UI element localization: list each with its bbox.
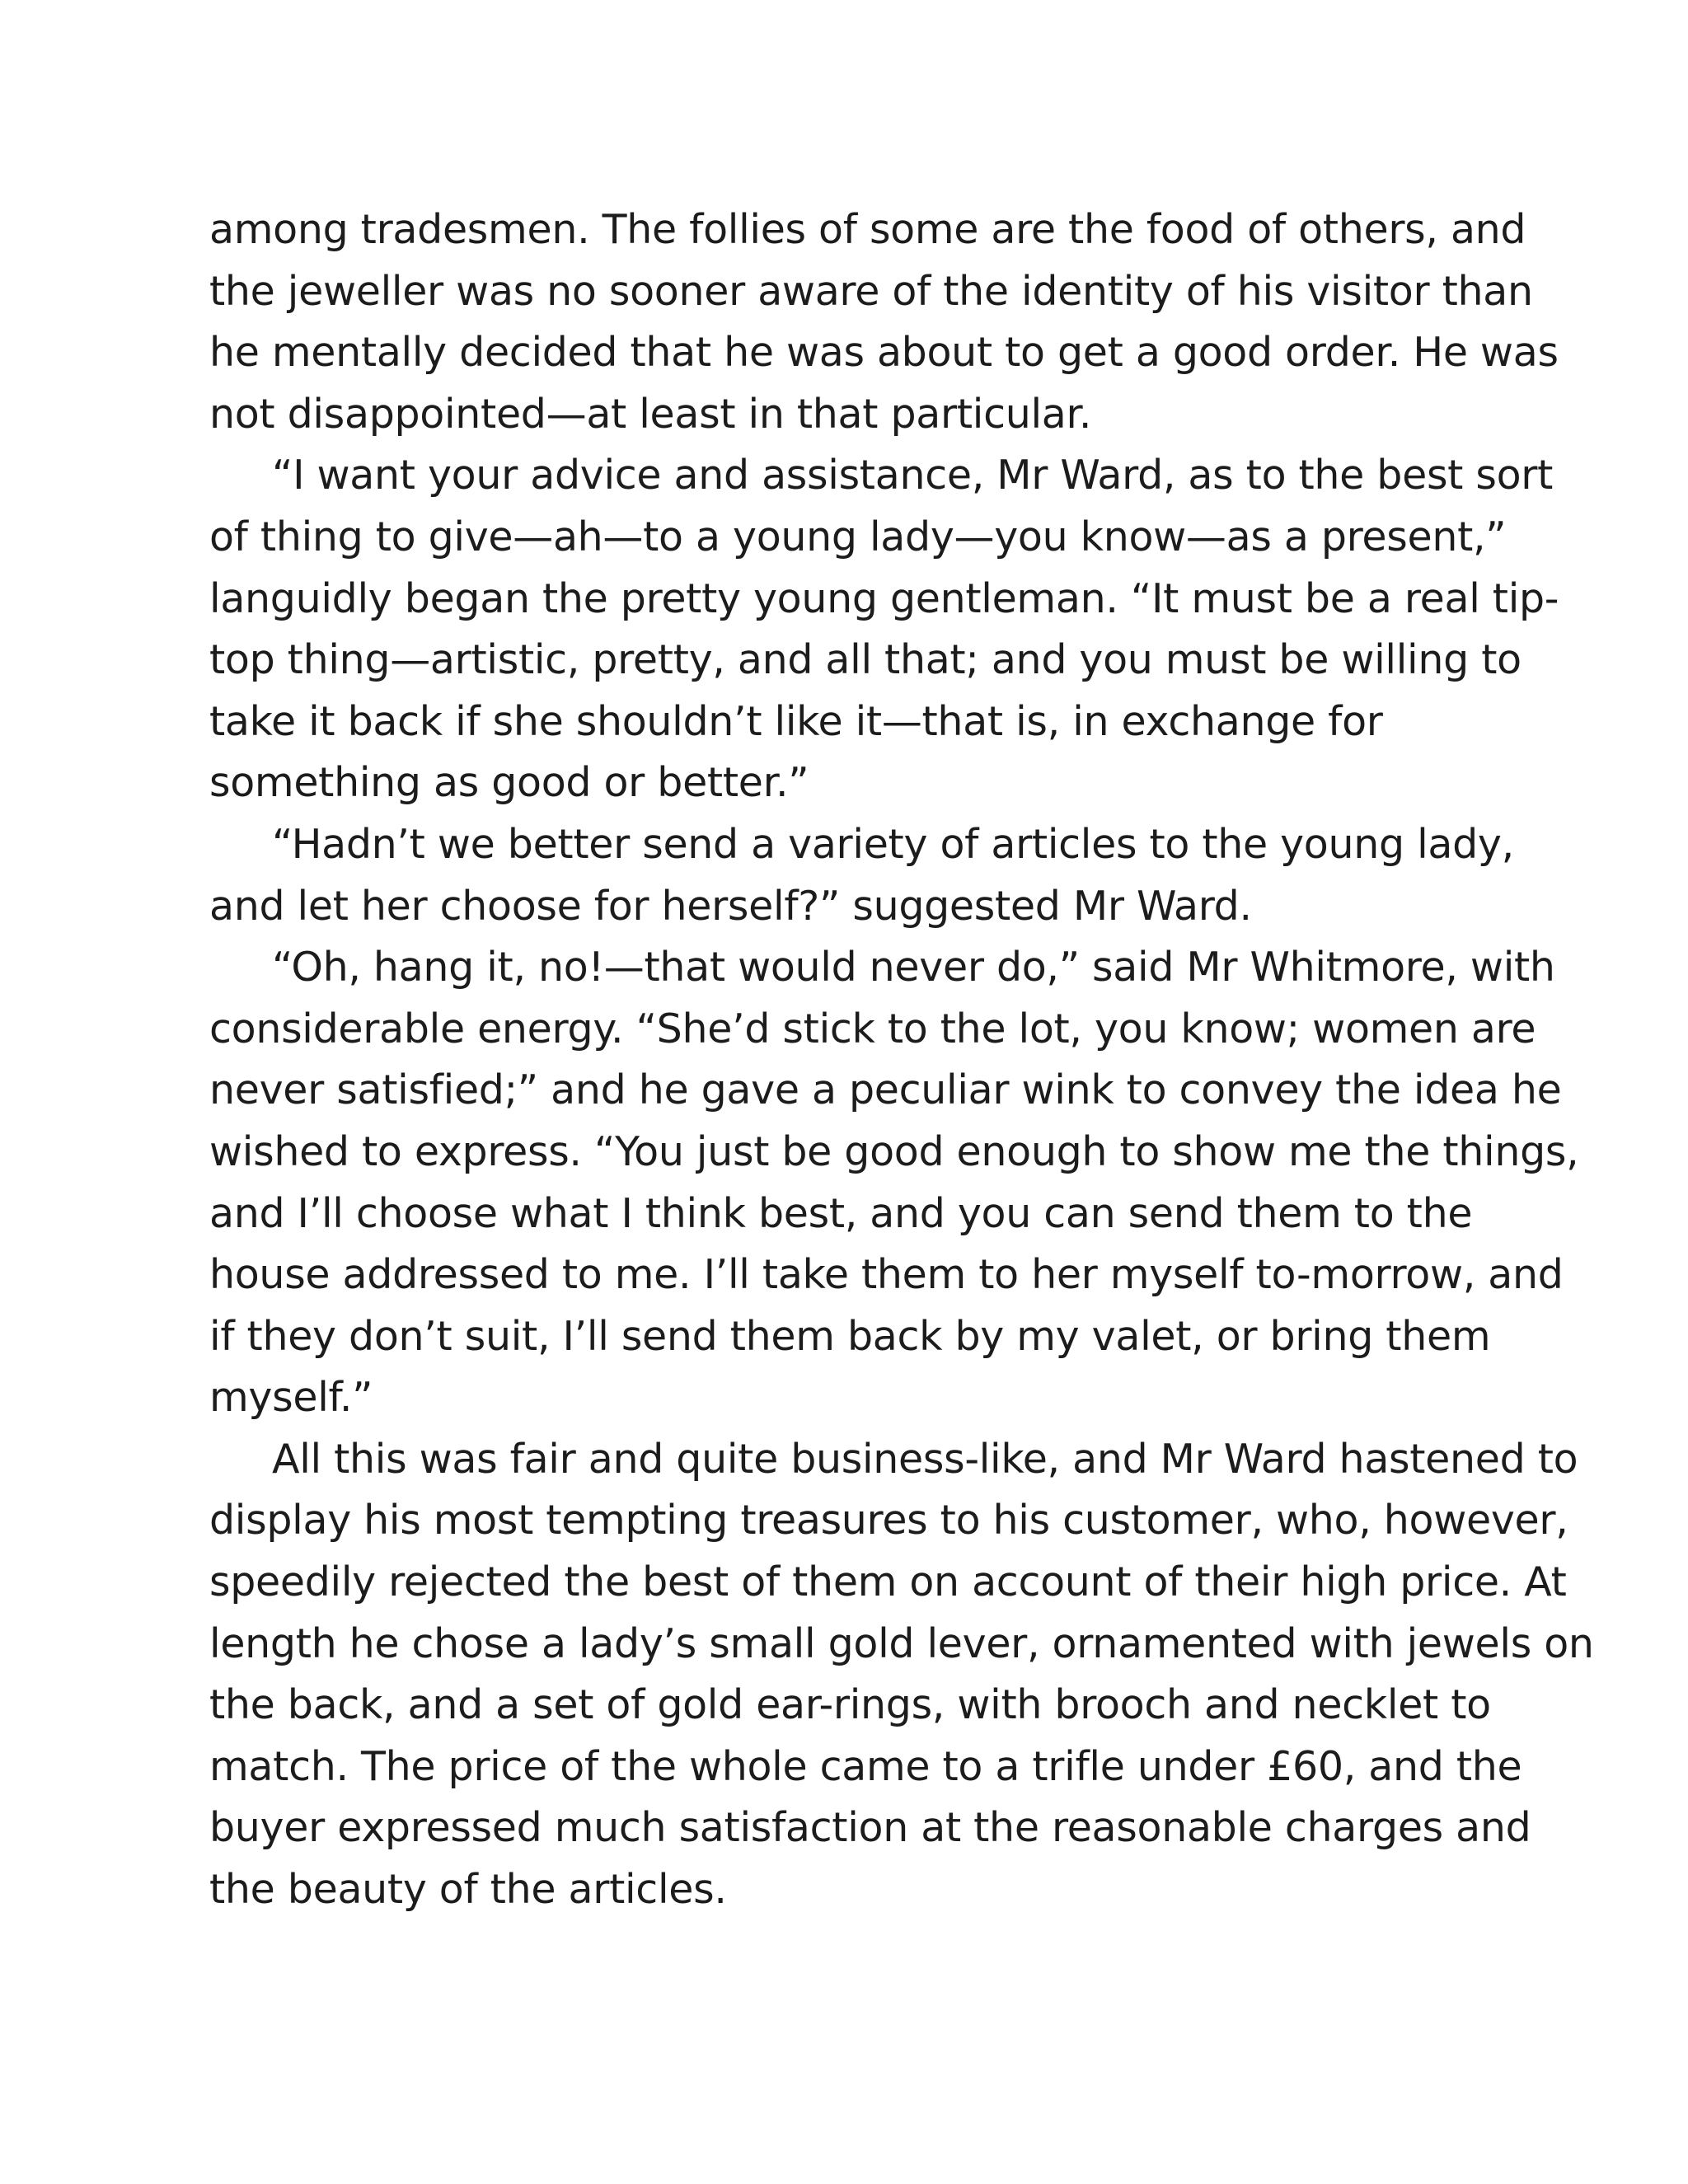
text-line: he mentally decided that he was about to get a good order. He was (209, 329, 1559, 377)
text-line: and let her choose for herself?” suggested Mr Ward. (209, 882, 1252, 930)
text-line: the beauty of the articles. (209, 1866, 727, 1914)
document-page (209, 199, 1594, 1921)
text-line: among tradesmen. The follies of some are the food of others, and (209, 206, 1526, 253)
text-line: house addressed to me. I’ll take them to her myself to-morrow, and (209, 1251, 1564, 1299)
text-line: display his most tempting treasures to his customer, who, however, (209, 1497, 1568, 1544)
text-line: something as good or better.” (209, 759, 809, 807)
text-line: match. The price of the whole came to a trifle under £60, and the (209, 1742, 1522, 1790)
text-line: length he chose a lady’s small gold lever, ornamented with jewels on (209, 1619, 1594, 1667)
text-line: top thing—artistic, pretty, and all that; and you must be willing to (209, 636, 1522, 684)
text-line: of thing to give—ah—to a young lady—you know—as a present,” (209, 513, 1507, 560)
text-line: speedily rejected the best of them on account of their high price. At (209, 1558, 1567, 1606)
text-line: not disappointed—at least in that particular. (209, 390, 1092, 438)
text-line: the jeweller was no sooner aware of the identity of his visitor than (209, 267, 1533, 315)
text-line: “I want your advice and assistance, Mr Ward, as to the best sort (272, 452, 1554, 499)
text-line: languidly began the pretty young gentleman. “It must be a real tip- (209, 574, 1559, 622)
text-line: All this was fair and quite business-like, and Mr Ward hastened to (272, 1435, 1578, 1483)
text-line: the back, and a set of gold ear-rings, with brooch and necklet to (209, 1681, 1491, 1729)
text-line: and I’ll choose what I think best, and you can send them to the (209, 1189, 1473, 1237)
text-line: never satisfied;” and he gave a peculiar wink to convey the idea he (209, 1066, 1562, 1114)
text-line: wished to express. “You just be good enough to show me the things, (209, 1127, 1579, 1175)
text-line: considerable energy. “She’d stick to the lot, you know; women are (209, 1005, 1536, 1052)
text-line: “Oh, hang it, no!—that would never do,” said Mr Whitmore, with (272, 944, 1555, 991)
text-line: myself.” (209, 1374, 373, 1422)
text-line: “Hadn’t we better send a variety of articles to the young lady, (272, 820, 1514, 868)
text-line: if they don’t suit, I’ll send them back by my valet, or bring them (209, 1312, 1491, 1360)
text-line: take it back if she shouldn’t like it—that is, in exchange for (209, 697, 1383, 745)
text-line: buyer expressed much satisfaction at the reasonable charges and (209, 1804, 1531, 1852)
